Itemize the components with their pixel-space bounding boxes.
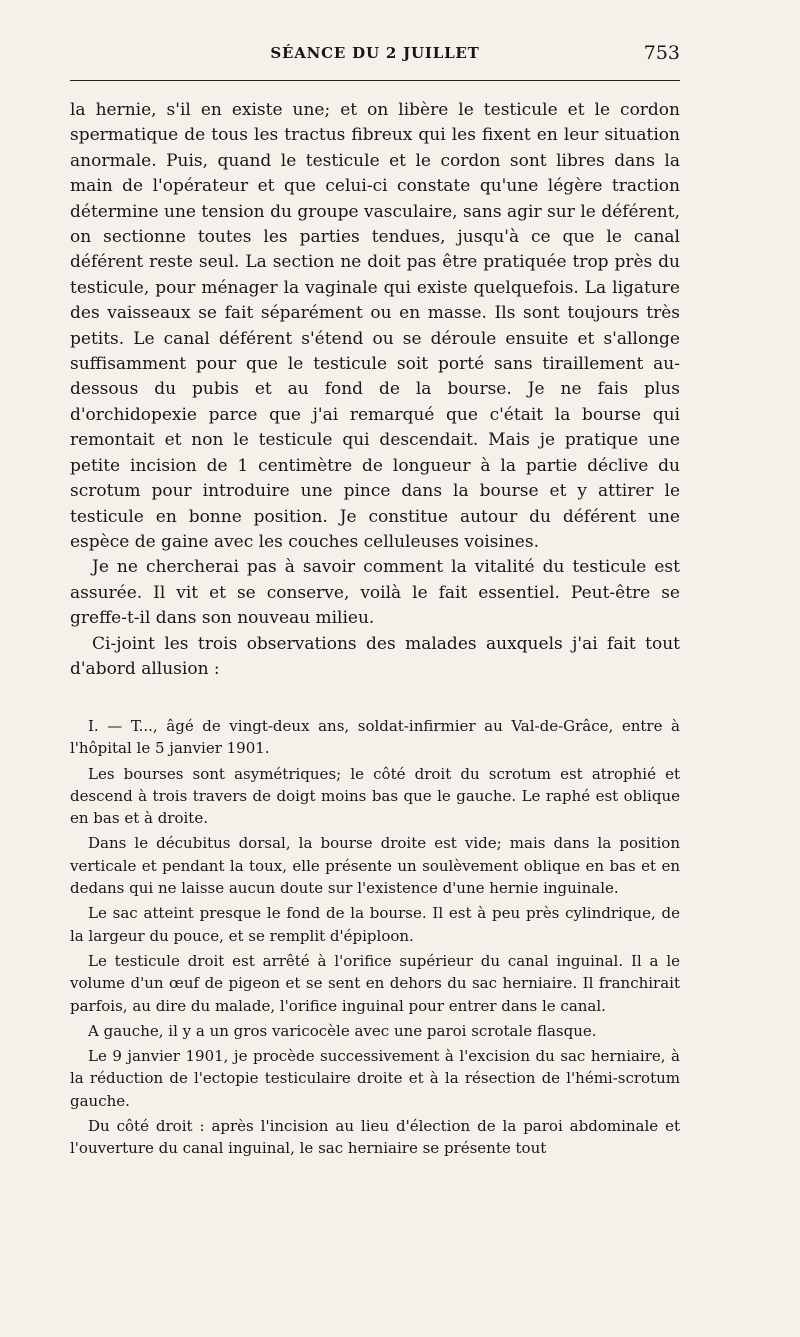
observation-paragraph: A gauche, il y a un gros varicocèle avec une paroi scrotale flasque.: [88, 1021, 597, 1040]
observation-paragraph: Le sac atteint presque le fond de la bourse. Il est à peu près cylindrique, de la largeur du pouce, et se remplit d'épiploon.: [70, 904, 680, 945]
header-rule: [70, 80, 680, 81]
paragraph: la hernie, s'il en existe une; et on libère le testicule et le cordon spermatique de tous les tractus fibreux qui les fixent en leur situation anormale. Puis, quand le testicule et le cordon sont libres dans la main de l'opérateur et que celui-ci constate qu'une légère traction détermine une tension du groupe vasculaire, sans agir sur le déférent, on sectionne toutes les parties tendues, jusqu'à ce que le canal déférent reste seul. La section ne doit pas être pratiquée trop près du testicule, pour ménager la vaginale qui existe quelquefois. La ligature des vaisseaux se fait séparément ou en masse. Ils sont toujours très petits. Le canal déférent s'étend ou se déroule ensuite et s'allonge suffisamment pour que le testicule soit porté sans tiraillement au-dessous du pubis et au fond de la bourse. Je ne fais plus d'orchidopexie parce que j'ai remarqué que c'était la bourse qui remontait et non le testicule qui descendait. Mais je pratique une petite incision de 1 centimètre de longueur à la partie déclive du scrotum pour introduire une pince dans la bourse et y attirer le testicule en bonne position. Je constitue autour du déférent une espèce de gaine avec les couches celluleuses voisines.: [70, 100, 680, 552]
observation-paragraph: Le testicule droit est arrêté à l'orifice supérieur du canal inguinal. Il a le volume d'un œuf de pigeon et se sent en dehors du sac herniaire. Il franchirait parfois, au dire du malade, l'orifice inguinal pour entrer dans le canal.: [70, 951, 680, 1015]
observation-paragraph: Les bourses sont asymétriques; le côté droit du scrotum est atrophié et descend à trois travers de doigt moins bas que le gauche. Le raphé est oblique en bas et à droite.: [70, 764, 680, 828]
observation-paragraph: I. — T..., âgé de vingt-deux ans, soldat-infirmier au Val-de-Grâce, entre à l'hôpital le 5 janvier 1901.: [70, 717, 680, 758]
observation-paragraph: Du côté droit : après l'incision au lieu d'élection de la paroi abdominale et l'ouverture du canal inguinal, le sac herniaire se présente tout: [70, 1117, 680, 1158]
paragraph: Je ne chercherai pas à savoir comment la vitalité du testicule est assurée. Il vit et se conserve, voilà le fait essentiel. Peut-être se greffe-t-il dans son nouveau milieu.: [70, 557, 680, 629]
observation-paragraph: Dans le décubitus dorsal, la bourse droite est vide; mais dans la position verticale et pendant la toux, elle présente un soulèvement oblique en bas et en dedans qui ne laisse aucun doute sur l'existence d'une hernie inguinale.: [70, 834, 680, 898]
page-number: 753: [643, 42, 680, 64]
paragraph: Ci-joint les trois observations des malades auxquels j'ai fait tout d'abord allusion :: [70, 633, 680, 679]
running-title: SÉANCE DU 2 JUILLET: [270, 44, 480, 62]
observation-paragraph: Le 9 janvier 1901, je procède successivement à l'excision du sac herniaire, à la réduction de l'ectopie testiculaire droite et à la résection de l'hémi-scrotum gauche.: [70, 1047, 680, 1110]
main-text: [70, 98, 680, 682]
page-header: [70, 40, 680, 70]
observation-text: [70, 715, 680, 1163]
